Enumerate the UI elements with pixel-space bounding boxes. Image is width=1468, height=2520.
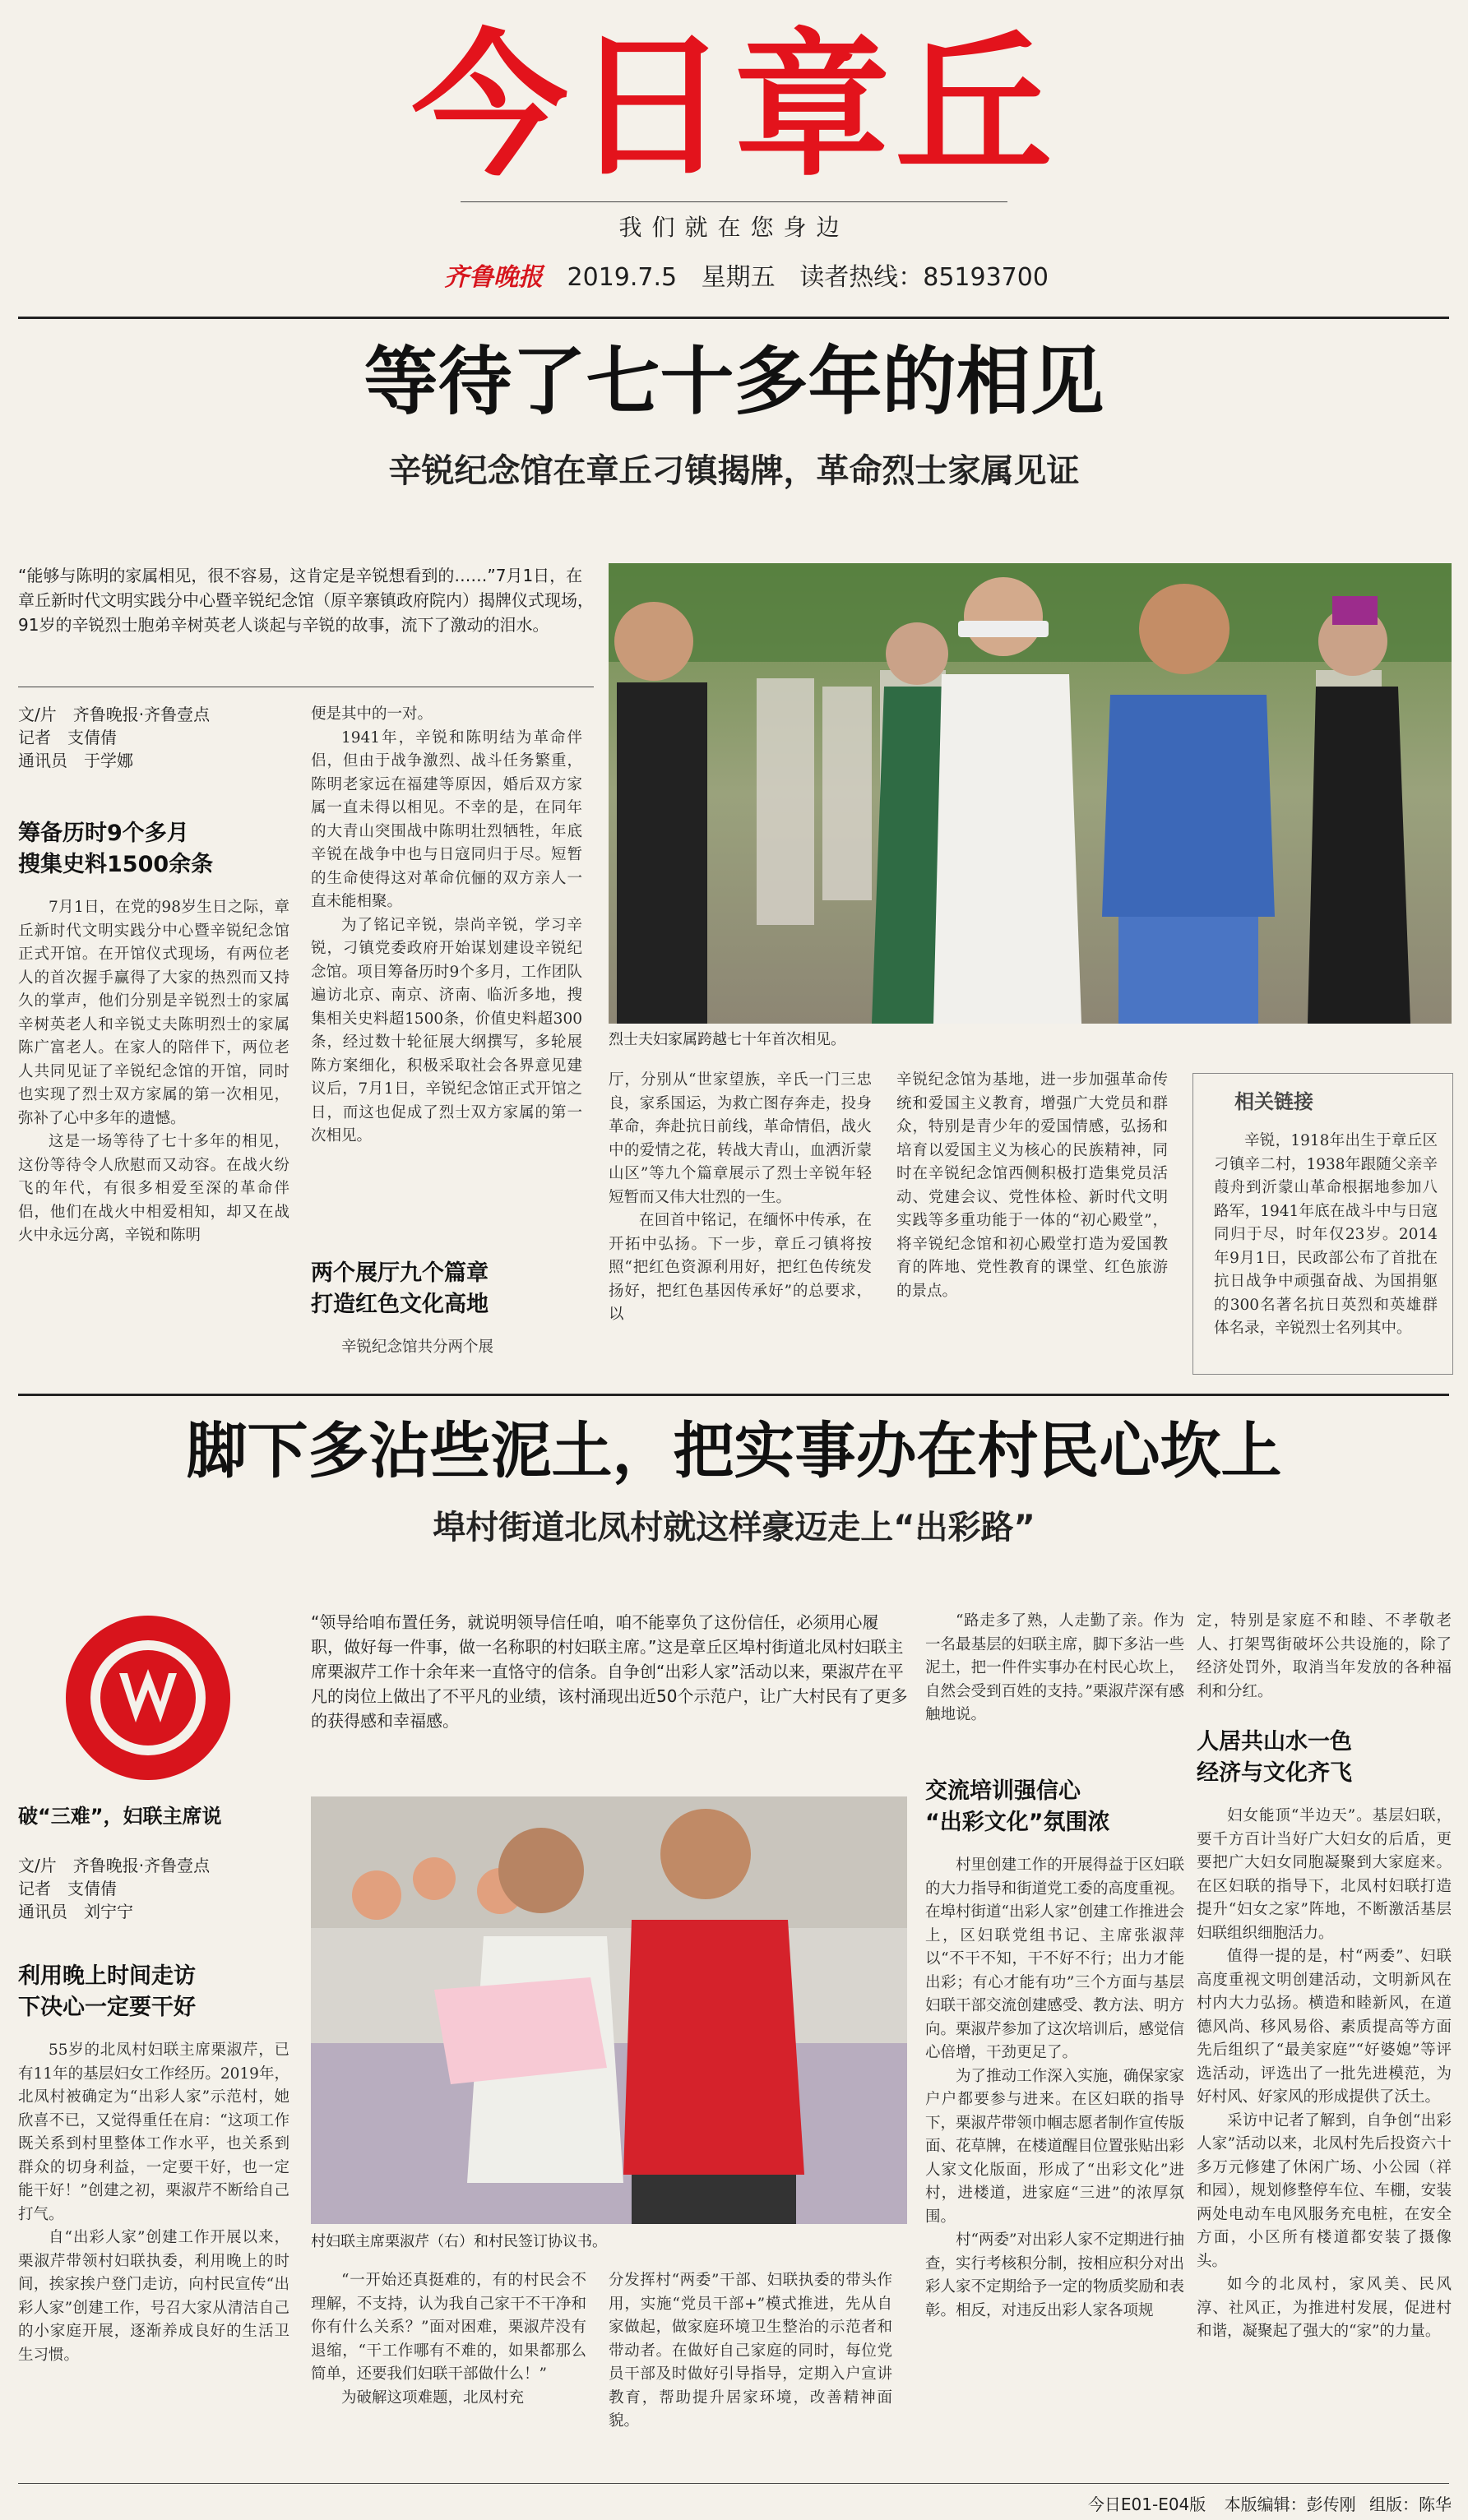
story2-photo-caption: 村妇联主席栗淑芹（右）和村民签订协议书。 [311, 2233, 607, 2250]
page-editor: 本版编辑：彭传刚 [1224, 2495, 1356, 2514]
story2-byline [18, 1854, 289, 1923]
page-footer [1069, 2491, 1452, 2515]
story1-section2-title: 两个展厅九个篇章 打造红色文化高地 [311, 1260, 489, 1317]
paragraph: 辛锐纪念馆为基地，进一步加强革命传统和爱国主义教育，增强广大党员和群众，特别是青少年的爱国情感，弘扬和培育以爱国主义为核心的民族精神，同时在辛锐纪念馆西侧积极打造集党员活动、党建会议、党性体检、新时代文明实践等多重功能于一体的“初心殿堂”，将辛锐纪念馆和初心殿堂打造为爱国教育的阵地、党性教育的课堂、红色旅游的景点。 [896, 1071, 1168, 1300]
story1-photo [609, 563, 1452, 1024]
paragraph: 便是其中的一对。 [311, 705, 433, 723]
paragraph: 值得一提的是，村“两委”、妇联高度重视文明创建活动，文明新风在村内大力弘扬。横造和睦新风，在道德风尚、移风易俗、素质提高等方面先后组织了“最美家庭”“好婆媳”等评选活动，评选出了一批先进模范，为好村风、好家风的形成提供了沃土。 [1197, 1948, 1452, 2106]
story2-col5 [1197, 1610, 1452, 1704]
related-links-title: 相关链接 [1234, 1090, 1313, 1113]
womens-federation-logo [62, 1611, 234, 1784]
story2-headline: 脚下多沾些泥土，把实事办在村民心坎上 [186, 1416, 1282, 1487]
story2-col1 [18, 2039, 289, 2367]
paragraph: 1941年，辛锐和陈明结为革命伴侣，但由于战争激烈、战斗任务繁重，陈明老家远在福建等原因，婚后双方家属一直未得以相见。不幸的是，在同年的大青山突围战中陈明壮烈牺牲，年底辛锐在战争中也与日寇同归于尽。短暂的生命使得这对革命伉俪的双方亲人一直未能相聚。 [311, 728, 582, 910]
related-links-box [1192, 1073, 1453, 1375]
story2-section3-title: 人居共山水一色 经济与文化齐飞 [1197, 1729, 1352, 1786]
story1-photo-caption: 烈士夫妇家属跨越七十年首次相见。 [609, 1031, 845, 1048]
story2-section1-title: 利用晚上时间走访 下决心一定要干好 [18, 1963, 196, 2020]
byline-line: 文/片 齐鲁晚报·齐鲁壹点 [18, 705, 211, 724]
paragraph: 为了铭记辛锐，崇尚辛锐，学习辛锐，刁镇党委政府开始谋划建设辛锐纪念馆。项目筹备历时9个多月，工作团队遍访北京、南京、济南、临沂多地，搜集相关史料超1500条，价值史料超300条，经过数十轮征展大纲撰写，多轮展陈方案细化，积极采取社会各界意见建议后，7月1日，辛锐纪念馆正式开馆之日，而这也促成了烈士双方家属的第一次相见。 [311, 916, 582, 1144]
womens-federation-emblem-icon [62, 1611, 234, 1784]
story1-subhead: 辛锐纪念馆在章丘刁镇揭牌，革命烈士家属见证 [388, 452, 1080, 490]
story1-col1 [18, 896, 289, 1248]
signing-photo-illustration [311, 1796, 907, 2224]
story1-section1-title: 筹备历时9个多月 搜集史料1500余条 [18, 821, 214, 877]
story2-col3 [609, 2269, 892, 2434]
masthead-rule [461, 201, 1007, 202]
story2-lead: “领导给咱布置任务，就说明领导信任咱，咱不能辜负了这份信任，必须用心履职，做好每一件事，做一名称职的村妇联主席。”这是章丘区埠村街道北凤村妇联主席栗淑芹工作十余年来一直恪守的信条。自争创“出彩人家”活动以来，栗淑芹在平凡的岗位上做出了不平凡的业绩，该村涌现出近50个示范户，让广大村民有了更多的获得感和幸福感。 [311, 1612, 908, 1731]
paragraph: 分发挥村“两委”干部、妇联执委的带头作用，实施“党员干部+”模式推进，先从自家做起，做家庭环境卫生整治的示范者和带动者。在做好自己家庭的同时，每位党员干部及时做好引导指导，定期入户宣讲教育，帮助提升居家环境，改善精神面貌。 [609, 2272, 892, 2430]
paragraph: 55岁的北凤村妇联主席栗淑芹，已有11年的基层妇女工作经历。2019年，北凤村被确定为“出彩人家”示范村，她欣喜不已，又觉得重任在肩：“这项工作既关系到村里整体工作水平，也关系到群众的切身利益，一定要干好，也一定能干好！”创建之初，栗淑芹不断给自己打气。 [18, 2041, 289, 2223]
logo-caption: 破“三难”，妇联主席说 [18, 1805, 222, 1828]
paragraph: 定，特别是家庭不和睦、不孝敬老人、打架骂街破坏公共设施的，除了经济处罚外，取消当年发放的各种福利和分红。 [1197, 1612, 1452, 1700]
paragraph: 辛锐，1918年出生于章丘区刁镇辛二村，1938年跟随父亲辛葭舟到沂蒙山革命根据地参加八路军，1941年底在战斗中与日寇同归于尽，时年仅23岁。2014年9月1日，民政部公布了首批在抗日战争中顽强奋战、为国捐躯的300名著名抗日英烈和英雄群体名录，辛锐烈士名列其中。 [1214, 1132, 1438, 1337]
story1-byline [18, 703, 298, 772]
paragraph: 为破解这项难题，北凤村充 [341, 2388, 525, 2407]
page-layout: 组版：陈华 [1369, 2495, 1452, 2514]
paragraph: 厅，分别从“世家望族，辛氏一门三忠良，家系国运，为救亡图存奔走，投身革命，奔赴抗日前线，革命情侣，战火中的爱情之花，转战大青山，血洒沂蒙山区”等九个篇章展示了烈士辛锐年轻短暂而又伟大壮烈的一生。 [609, 1071, 872, 1206]
top-rule [18, 317, 1449, 319]
paragraph: 为了推动工作深入实施，确保家家户户都要参与进来。在区妇联的指导下，栗淑芹带领巾帼志愿者制作宣传版面、花草牌，在楼道醒目位置张贴出彩人家文化版面，形成了“出彩文化”进村，进楼道，进家庭“三进”的浓厚氛围。 [925, 2067, 1184, 2226]
ceremony-photo-illustration [609, 563, 1452, 1024]
story2-col2 [311, 2269, 586, 2410]
dateline [444, 257, 1049, 293]
masthead-title: 今日章丘 [411, 16, 1057, 197]
reader-hotline: 读者热线：85193700 [799, 263, 1049, 292]
paragraph: 村“两委”对出彩人家不定期进行抽查，实行考核积分制，按相应积分对出彩人家不定期给予一定的物质奖励和表彰。相反，对违反出彩人家各项规 [925, 2231, 1184, 2319]
section-divider [18, 1394, 1449, 1396]
story1-headline: 等待了七十多年的相见 [364, 339, 1104, 425]
paragraph: “一开始还真挺难的，有的村民会不理解，不支持，认为我自己家干不干净和你有什么关系？”面对困难，栗淑芹没有退缩，“干工作哪有不难的，如果都那么简单，还要我们妇联干部做什么！” [311, 2272, 586, 2383]
paragraph: 妇女能顶“半边天”。基层妇联，要千方百计当好广大妇女的后盾，更要把广大妇女同胞凝聚到大家庭来。在区妇联的指导下，北凤村妇联打造提升“妇女之家”阵地，不断激活基层妇联组织细胞活力。 [1197, 1807, 1452, 1942]
newspaper-brand: 齐鲁晚报 [444, 263, 543, 292]
story1-col4 [896, 1069, 1168, 1303]
paragraph: 如今的北凤村，家风美、民风淳、社风正，为推进村发展，促进村和谐，凝聚起了强大的“家”的力量。 [1197, 2276, 1452, 2340]
byline-line: 记者 支倩倩 [18, 728, 117, 747]
story2-col5-cont [1197, 1805, 1452, 2344]
page-range: 今日E01-E04版 [1087, 2495, 1206, 2514]
byline-line: 记者 支倩倩 [18, 1879, 117, 1898]
footer-rule [18, 2483, 1449, 2484]
story2-col4-cont [925, 1854, 1184, 2323]
paragraph: 这是一场等待了七十多年的相见，这份等待令人欣慰而又动容。在战火纷飞的年代，有很多相爱至深的革命伴侣，他们在战火中相爱相知，却又在战火中永远分离，辛锐和陈明 [18, 1133, 289, 1244]
story2-col4 [925, 1610, 1184, 1727]
story2-photo [311, 1796, 907, 2224]
story1-col2 [311, 703, 582, 1149]
paragraph: 在回首中铭记，在缅怀中传承，在开拓中弘扬。下一步，章丘刁镇将按照“把红色资源利用好，把红色传统发扬好，把红色基因传承好”的总要求，以 [609, 1212, 872, 1323]
story2-subhead: 埠村街道北凤村就这样豪迈走上“出彩路” [433, 1509, 1035, 1547]
paragraph: 7月1日，在党的98岁生日之际，章丘新时代文明实践分中心暨辛锐纪念馆正式开馆。在开馆仪式现场，有两位老人的首次握手赢得了大家的热烈而又持久的掌声，他们分别是辛锐烈士的家属辛树英老人和辛锐丈夫陈明烈士的家属陈广富老人。在家人的陪伴下，两位老人共同见证了辛锐纪念馆的开馆，同时也实现了烈士双方家属的第一次相见，弥补了心中多年的遗憾。 [18, 899, 289, 1127]
issue-weekday: 星期五 [701, 263, 776, 292]
story1-lead: “能够与陈明的家属相见，很不容易，这肯定是辛锐想看到的……”7月1日，在章丘新时代文明实践分中心暨辛锐纪念馆（原辛寨镇政府院内）揭牌仪式现场，91岁的辛锐烈士胞弟辛树英老人谈起与辛锐的故事，流下了激动的泪水。 [18, 566, 594, 635]
paragraph: 村里创建工作的开展得益于区妇联的大力指导和街道党工委的高度重视。在埠村街道“出彩人家”创建工作推进会上，区妇联党组书记、主席张淑萍以“不干不知，干不好不行；出力才能出彩；有心才能有功”三个方面与基层妇联干部交流创建感受、教方法、明方向。栗淑芹参加了这次培训后，感觉信心倍增，干劲更足了。 [925, 1856, 1184, 2061]
paragraph: “路走多了熟，人走勤了亲。作为一名最基层的妇联主席，脚下多沾一些泥土，把一件件实事办在村民心坎上，自然会受到百姓的支持。”栗淑芹深有感触地说。 [925, 1612, 1184, 1723]
byline-line: 文/片 齐鲁晚报·齐鲁壹点 [18, 1856, 211, 1875]
story1-col3 [609, 1069, 872, 1327]
byline-line: 通讯员 刘宁宁 [18, 1902, 133, 1921]
masthead-slogan: 我们就在您身边 [618, 214, 850, 241]
issue-date: 2019.7.5 [567, 263, 678, 292]
related-links-text [1214, 1130, 1438, 1341]
paragraph: 辛锐纪念馆共分两个展 [341, 1339, 494, 1356]
paragraph: 采访中记者了解到，自争创“出彩人家”活动以来，北凤村先后投资六十多万元修建了休闲广场、小公园（祥和园），规划修整停车位、车棚，安装两处电动车电风服务充电桩，在安全方面，小区所有楼道都安装了摄像头。 [1197, 2111, 1452, 2270]
story1-col2-cont [311, 1336, 582, 1360]
byline-line: 通讯员 于学娜 [18, 751, 133, 770]
paragraph: 自“出彩人家”创建工作开展以来，栗淑芹带领村妇联执委，利用晚上的时间，挨家挨户登门走访，向村民宣传“出彩人家”创建工作，号召大家从清洁自己的小家庭开展，逐渐养成良好的生活卫生习惯。 [18, 2229, 289, 2364]
story2-section2-title: 交流培训强信心 “出彩文化”氛围浓 [925, 1778, 1110, 1835]
